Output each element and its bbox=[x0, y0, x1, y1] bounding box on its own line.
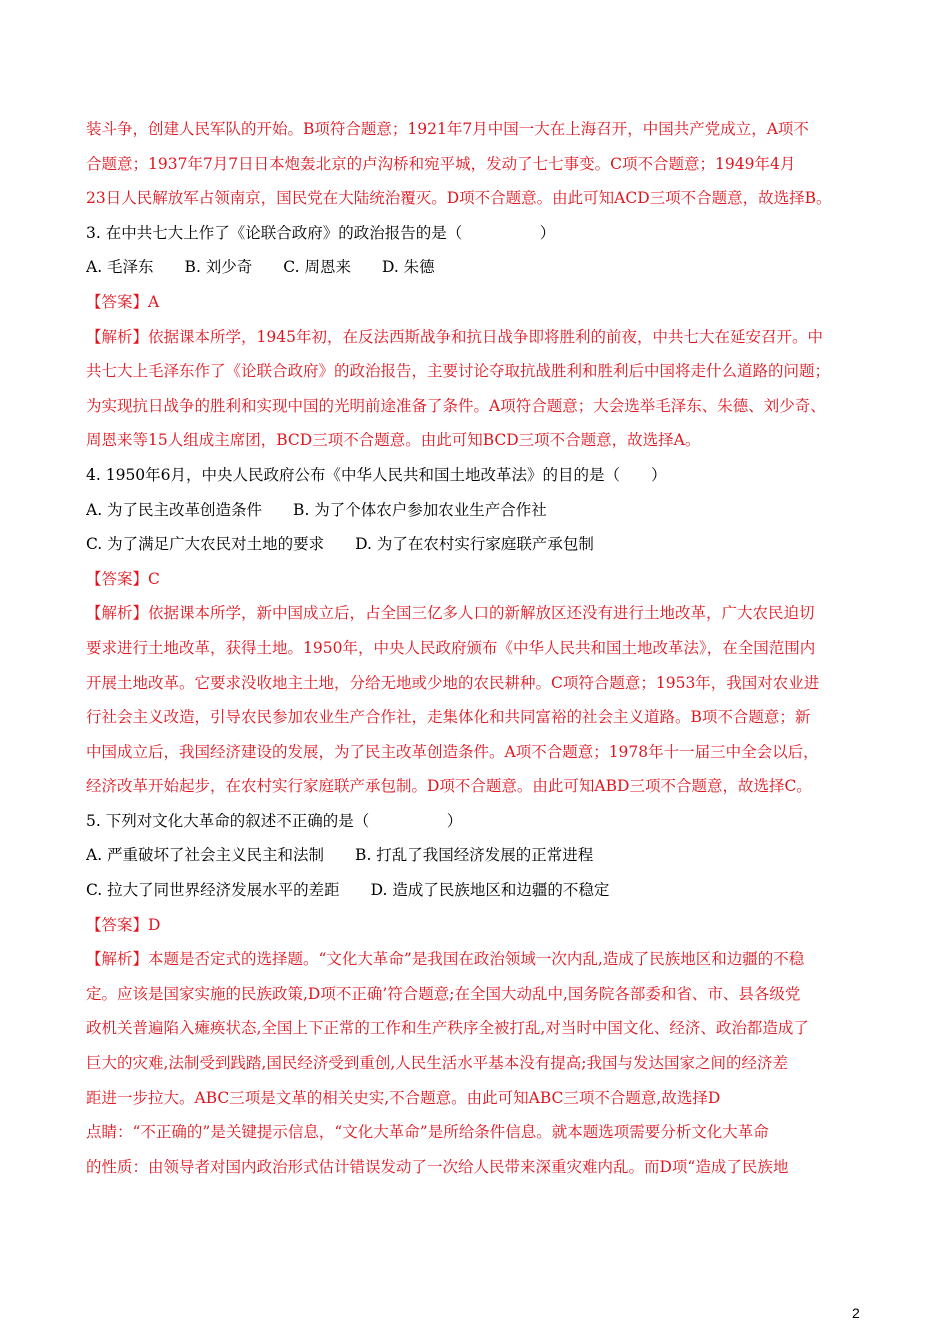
analysis-text: 共七大上毛泽东作了《论联合政府》的政治报告，主要讨论夺取抗战胜利和胜利后中国将走什么道路的问题； bbox=[86, 362, 831, 381]
analysis-text: 政机关普遍陷入瘫痪状态,全国上下正常的工作和生产秩序全被打乱,对当时中国文化、经济、政治都造成了 bbox=[86, 1019, 809, 1038]
analysis-text: 周恩来等15人组成主席团，BCD三项不合题意。由此可知BCD三项不合题意，故选择A。 bbox=[86, 431, 701, 450]
analysis-text: 【解析】本题是否定式的选择题。“文化大革命”是我国在政治领域一次内乱,造成了民族地区和边疆的不稳 bbox=[86, 950, 805, 969]
question-4-options-cd: C. 为了满足广大农民对土地的要求 D. 为了在农村实行家庭联产承包制 bbox=[86, 535, 594, 554]
page-content bbox=[86, 112, 866, 1184]
tip-text: 的性质：由领导者对国内政治形式估计错误发动了一次给人民带来深重灾难内乱。而D项“造成了民族地 bbox=[86, 1157, 789, 1176]
answer-label: 【答案】D bbox=[86, 915, 161, 934]
analysis-text: 为实现抗日战争的胜利和实现中国的光明前途准备了条件。A项符合题意；大会选举毛泽东、朱德、刘少奇、 bbox=[86, 396, 826, 415]
analysis-text: 经济改革开始起步，在农村实行家庭联产承包制。D项不合题意。由此可知ABD三项不合题意，故选择C。 bbox=[86, 777, 812, 796]
analysis-text: 中国成立后，我国经济建设的发展，为了民主改革创造条件。A项不合题意；1978年十一届三中全会以后， bbox=[86, 742, 819, 761]
question-5: 5. 下列对文化大革命的叙述不正确的是（ ） bbox=[86, 811, 463, 830]
analysis-text: 定。应该是国家实施的民族政策,D项不正确’符合题意;在全国大动乱中,国务院各部委和省、市、县各级党 bbox=[86, 984, 801, 1003]
text-line: 装斗争，创建人民军队的开始。B项符合题意；1921年7月中国一大在上海召开，中国共产党成立，A项不 bbox=[86, 120, 809, 138]
question-3-options: A. 毛泽东 B. 刘少奇 C. 周恩来 D. 朱德 bbox=[86, 258, 435, 277]
analysis-text: 距进一步拉大。ABC三项是文革的相关史实,不合题意。由此可知ABC三项不合题意,故选择D bbox=[86, 1088, 721, 1107]
answer-label: 【答案】A bbox=[86, 292, 160, 311]
question-5-options-cd: C. 拉大了同世界经济发展水平的差距 D. 造成了民族地区和边疆的不稳定 bbox=[86, 881, 610, 900]
analysis-text: 开展土地改革。它要求没收地主土地，分给无地或少地的农民耕种。C项符合题意；1953年，我国对农业进 bbox=[86, 673, 820, 692]
analysis-text: 行社会主义改造，引导农民参加农业生产合作社，走集体化和共同富裕的社会主义道路。B项不合题意；新 bbox=[86, 708, 811, 727]
analysis-text: 要求进行土地改革，获得土地。1950年，中央人民政府颁布《中华人民共和国土地改革法》，在全国范围内 bbox=[86, 638, 816, 657]
text-line: 23日人民解放军占领南京，国民党在大陆统治覆灭。D项不合题意。由此可知ACD三项不合题意，故选择B。 bbox=[86, 189, 832, 208]
page-number: 2 bbox=[852, 1305, 860, 1321]
analysis-text: 巨大的灾难,法制受到践踏,国民经济受到重创,人民生活水平基本没有提高;我国与发达国家之间的经济差 bbox=[86, 1054, 789, 1073]
tip-text: 点睛：“不正确的”是关键提示信息，“文化大革命”是所给条件信息。就本题选项需要分析文化大革命 bbox=[86, 1123, 769, 1142]
answer-label: 【答案】C bbox=[86, 569, 160, 588]
text-line: 合题意；1937年7月7日日本炮轰北京的卢沟桥和宛平城，发动了七七事变。C项不合题意；1949年4月 bbox=[86, 154, 796, 173]
question-5-options-ab: A. 严重破坏了社会主义民主和法制 B. 打乱了我国经济发展的正常进程 bbox=[86, 846, 594, 865]
analysis-text: 【解析】依据课本所学，1945年初，在反法西斯战争和抗日战争即将胜利的前夜，中共七大在延安召开。中 bbox=[86, 327, 823, 346]
analysis-text: 【解析】依据课本所学，新中国成立后，占全国三亿多人口的新解放区还没有进行土地改革，广大农民迫切 bbox=[86, 604, 815, 623]
question-3: 3. 在中共七大上作了《论联合政府》的政治报告的是（ ） bbox=[86, 223, 556, 242]
question-4: 4. 1950年6月，中央人民政府公布《中华人民共和国土地改革法》的目的是（ ） bbox=[86, 465, 667, 484]
question-4-options-ab: A. 为了民主改革创造条件 B. 为了个体农户参加农业生产合作社 bbox=[86, 500, 547, 519]
